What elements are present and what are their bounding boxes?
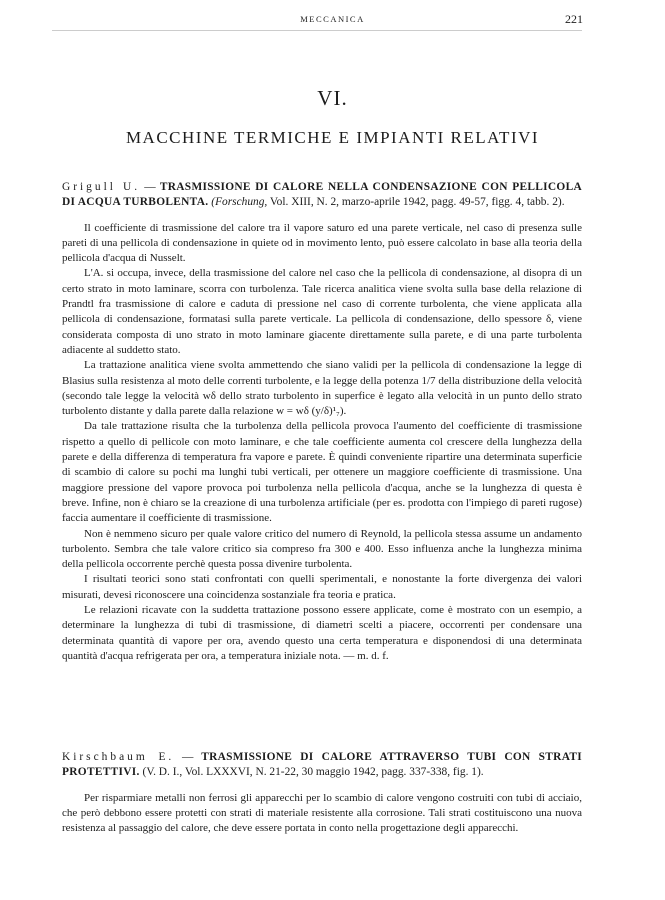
paragraph: L'A. si occupa, invece, della trasmissione del calore nel caso che la pellicola di condensazione, al disopra di un certo strato in moto laminare, scorra con turbolenza. Tale ricerca analitica viene svolta sulla base della relazione di Prandtl fra trasmissione di calore e caduta di pressione nel caso di corrente turbolenta, che viene applicata alla pellicola di condensazione, formatasi sulla parete verticale. La pellicola di condensazione, dello spessore δ, viene considerata composta di uno strato in moto laminare giacente direttamente sulla parete, e di una parte turbolenta adiacente al suddetto stato. xyxy=(62,267,582,356)
abstract-entry-grigull xyxy=(62,180,582,664)
running-title: MECCANICA xyxy=(300,14,365,24)
paragraph: La trattazione analitica viene svolta ammettendo che siano validi per la pellicola di condensazione la legge di Blasius sulla resistenza al moto delle correnti turbolente, e la legge della potenza 1/7 della distribuzione della velocità (secondo tale legge la velocità wδ dello strato turbolento in superfice è legato alla velocità in un punto dello strato turbolento distante y dalla parete dalla relazione w = wδ (y/δ)¹₇). xyxy=(62,359,582,418)
entry-citation: Vol. XIII, N. 2, marzo-aprile 1942, pagg. 49-57, figg. 4, tabb. 2). xyxy=(267,196,565,209)
entry-body xyxy=(62,791,582,837)
entry-heading xyxy=(62,180,582,211)
entry-title: TRASMISSIONE DI CALORE NELLA CONDENSAZIONE CON PELLICOLA DI ACQUA TURBOLENTA. xyxy=(62,181,582,209)
entry-dash: — xyxy=(174,751,202,763)
page-header xyxy=(0,12,665,28)
chapter-title: MACCHINE TERMICHE E IMPIANTI RELATIVI xyxy=(125,128,540,147)
entry-author: Kirschbaum E. xyxy=(62,751,175,763)
paragraph: Per risparmiare metalli non ferrosi gli apparecchi per lo scambio di calore vengono costruiti con tubi di acciaio, che però debbono essere protetti con strati di materiale resistente alla corrosione. Tali strati costituiscono una nuova resistenza al passaggio del calore, che deve essere portata in conto nella progettazione degli apparecchi. xyxy=(62,791,582,835)
header-rule xyxy=(52,30,582,31)
paragraph: Da tale trattazione risulta che la turbolenza della pellicola provoca l'aumento del coefficiente di trasmissione rispetto a quello di pellicole con moto laminare, e che tale coefficiente aumenta col crescere della lunghezza della parete e della differenza di temperatura fra vapore e parete. È quindi conveniente ripartire una determinata superficie di scambio di calore su pochi ma lunghi tubi verticali, per ottenere un maggiore coefficiente di trasmissione. Una maggiore pressione del vapore provoca poi turbolenza nella pellicola d'acqua, anche se la lunghezza di questa è breve. Infine, non è chiaro se la creazione di una turbolenza artificiale (per es. prodotta con l'impiego di pareti rugose) faccia aumentare il coefficiente di trasmissione. xyxy=(62,420,582,525)
entry-heading xyxy=(62,750,582,781)
entry-citation: (V. D. I., Vol. LXXXVI, N. 21-22, 30 maggio 1942, pagg. 337-338, fig. 1). xyxy=(139,766,484,779)
entry-author: Grigull U. xyxy=(62,181,141,193)
paragraph: Il coefficiente di trasmissione del calore tra il vapore saturo ed una parete verticale, nel caso di presenza sulle pareti di una pellicola di condensazione in quiete od in movimento lento, può essere calcolato in base alla teoria della pellicola d'acqua di Nusselt. xyxy=(62,221,582,265)
chapter-number: VI. xyxy=(317,86,348,110)
paragraph: Non è nemmeno sicuro per quale valore critico del numero di Reynold, la pellicola stessa assume un andamento turbolento. Sembra che tale valore critico sia compreso fra 300 e 400. Esso influenza anche la lunghezza minima della pellicola occorrente perchè questa possa divenire turbolenta. xyxy=(62,527,582,571)
abstract-entry-kirschbaum xyxy=(62,750,582,836)
paragraph: Le relazioni ricavate con la suddetta trattazione possono essere applicate, come è mostrato con un esempio, a determinare la lunghezza di tubi di trasmissione, di diametri scelti a piacere, occorrenti per condensare una determinata quantità di vapore per ora, avendo questo una certa temperatura e disponendosi di una determinata quantità d'acqua refrigerata per ora, a temperatura iniziale nota. — m. d. f. xyxy=(62,604,582,662)
page-number: 221 xyxy=(565,12,583,26)
entry-dash: — xyxy=(140,181,160,193)
entry-title: TRASMISSIONE DI CALORE ATTRAVERSO TUBI CON STRATI PROTETTIVI. xyxy=(62,751,583,779)
entry-body xyxy=(62,221,582,665)
paragraph: I risultati teorici sono stati confrontati con quelli sperimentali, e nonostante la forte divergenza dei valori misurati, devesi riconoscere una coincidenza sostanziale fra teoria e pratica. xyxy=(62,573,582,601)
entry-journal: (Forschung, xyxy=(211,196,268,209)
